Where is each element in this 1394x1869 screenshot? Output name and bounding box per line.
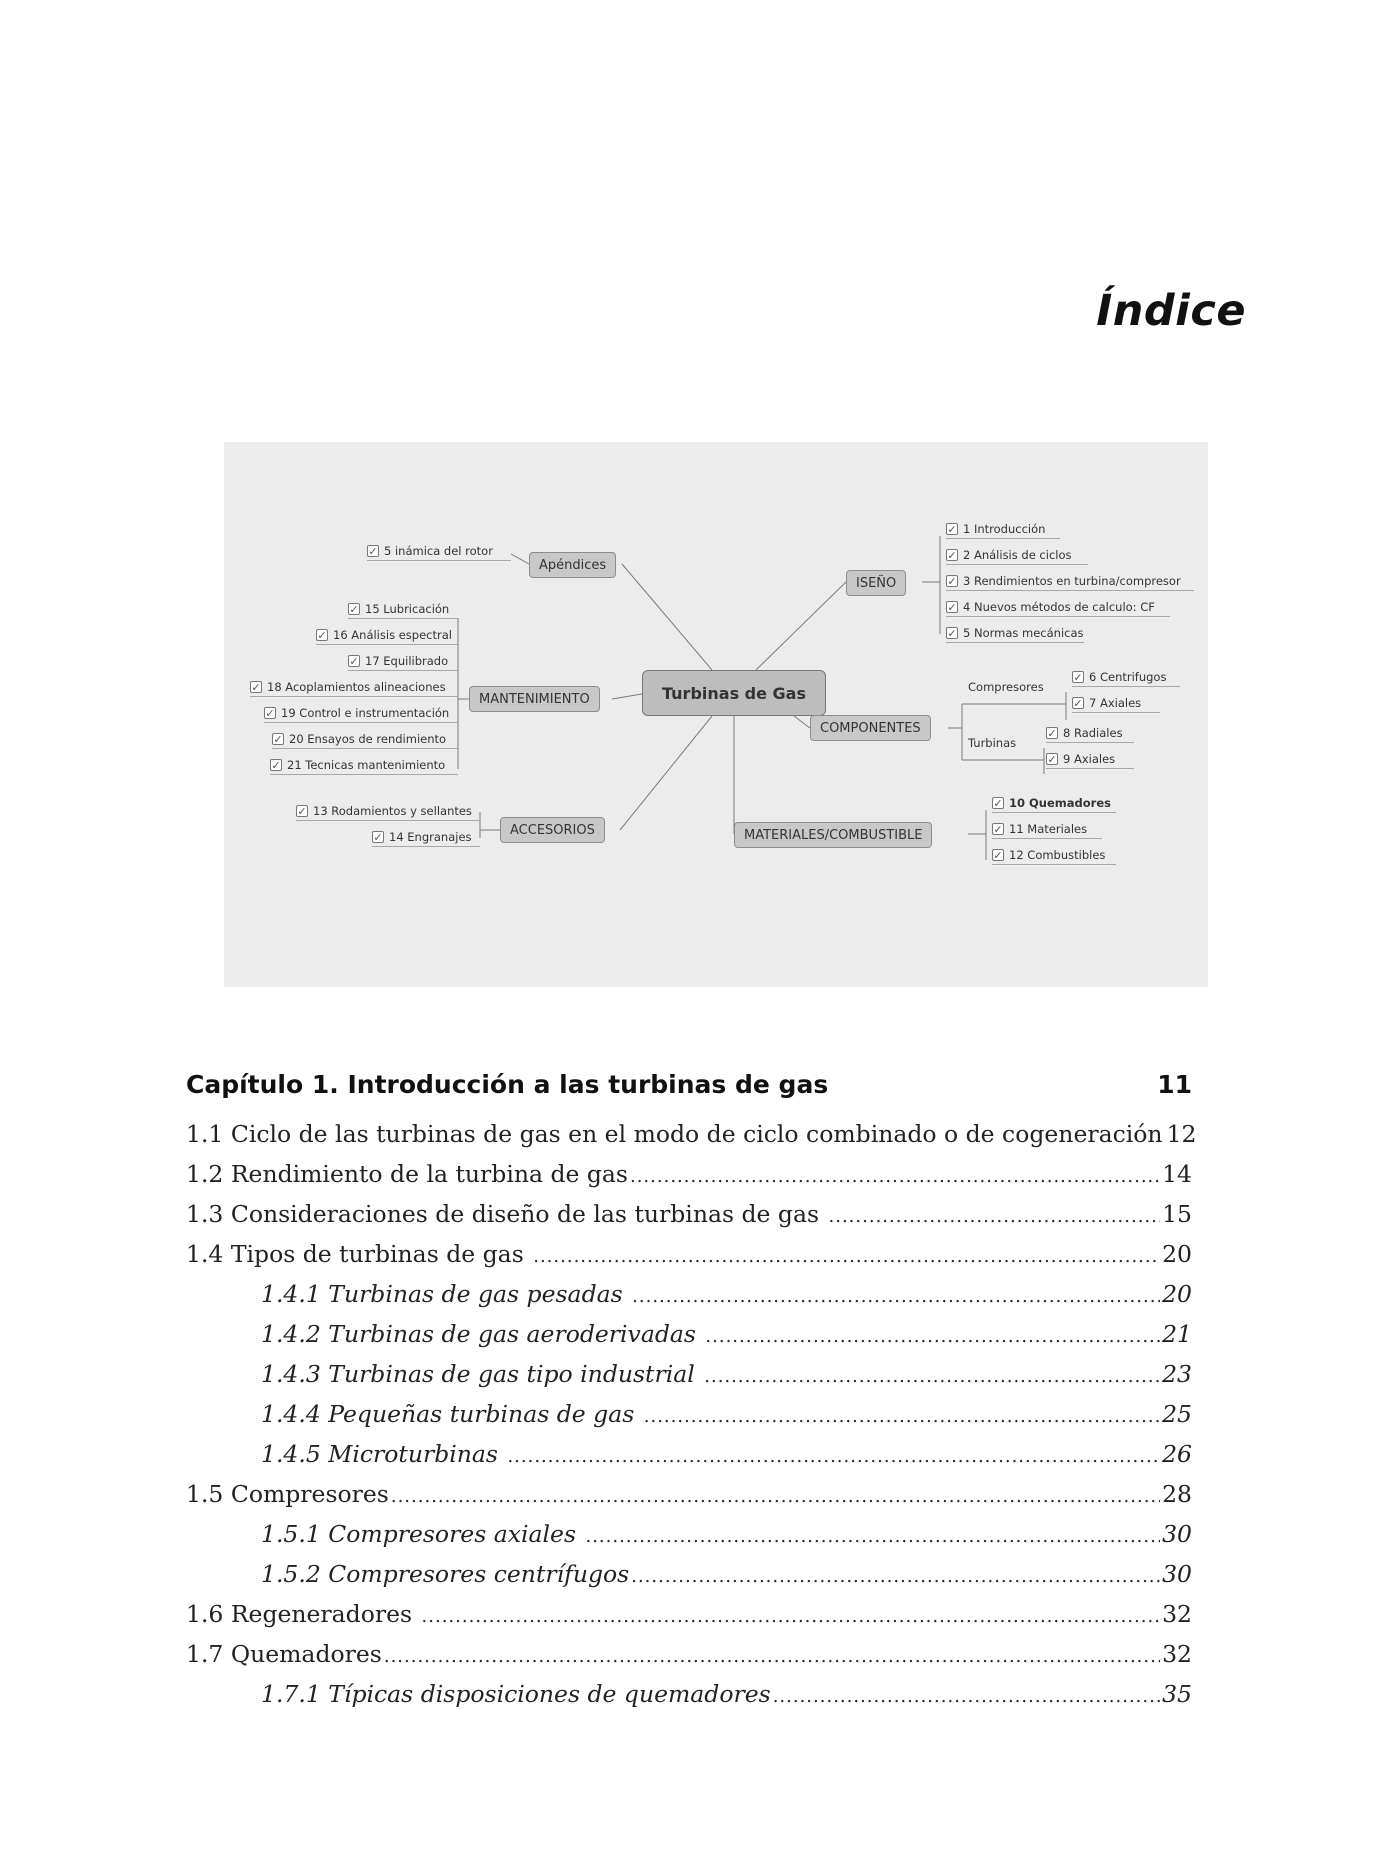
toc-entry-label: 1.6 Regeneradores <box>186 1600 420 1628</box>
toc-entry <box>186 1114 1197 1154</box>
leaf-item: ✓ 20 Ensayos de rendimiento <box>272 730 458 749</box>
toc-entry <box>186 1274 1192 1314</box>
checkbox-icon: ✓ <box>373 831 383 844</box>
leaf-item: ✓ 11 Materiales <box>992 820 1102 839</box>
toc-leader-dots <box>644 1394 1160 1434</box>
checkbox-icon: ✓ <box>1047 727 1057 740</box>
leaf-item: ✓ 5 Normas mecánicas <box>946 624 1084 643</box>
toc-entry <box>186 1194 1192 1234</box>
toc-entry <box>186 1314 1192 1354</box>
toc-entry-label: 1.4 Tipos de turbinas de gas <box>186 1240 532 1268</box>
toc-entry <box>186 1474 1192 1514</box>
mind-map <box>224 442 1208 987</box>
leaf-item: ✓ 1 Introducción <box>946 520 1060 539</box>
toc-entry <box>186 1554 1192 1594</box>
toc-page-number: 30 <box>1162 1520 1192 1548</box>
leaf-item: ✓ 18 Acoplamientos alineaciones <box>250 678 458 697</box>
toc-leader-dots <box>829 1194 1161 1234</box>
toc-page-number: 12 <box>1166 1120 1197 1148</box>
toc-entry-label: 1.2 Rendimiento de la turbina de gas <box>186 1160 628 1188</box>
checkbox-icon: ✓ <box>993 797 1003 810</box>
table-of-contents <box>186 1070 1197 1714</box>
toc-leader-dots <box>630 1154 1160 1194</box>
checkbox-icon: ✓ <box>251 681 261 694</box>
checkbox-icon: ✓ <box>947 549 957 562</box>
toc-page-number: 25 <box>1162 1400 1192 1428</box>
checkbox-icon: ✓ <box>273 733 283 746</box>
toc-leader-dots <box>507 1434 1160 1474</box>
toc-entry <box>186 1634 1192 1674</box>
toc-page-number: 28 <box>1162 1480 1192 1508</box>
toc-page-number: 32 <box>1162 1640 1192 1668</box>
toc-page-number: 21 <box>1162 1320 1192 1348</box>
toc-leader-dots <box>533 1234 1160 1274</box>
leaf-item: ✓ 5 inámica del rotor <box>367 542 511 561</box>
leaf-item: ✓ 13 Rodamientos y sellantes <box>296 802 480 821</box>
checkbox-icon: ✓ <box>317 629 327 642</box>
toc-entry <box>186 1594 1192 1634</box>
toc-page-number: 20 <box>1162 1280 1192 1308</box>
leaf-item: ✓ 12 Combustibles <box>992 846 1116 865</box>
checkbox-icon: ✓ <box>947 575 957 588</box>
toc-entry-label: 1.4.2 Turbinas de gas aeroderivadas <box>261 1320 704 1348</box>
checkbox-icon: ✓ <box>947 627 957 640</box>
toc-page-number: 20 <box>1162 1240 1192 1268</box>
checkbox-icon: ✓ <box>947 601 957 614</box>
leaf-item: ✓ 8 Radiales <box>1046 724 1134 743</box>
toc-entry-label: 1.4.1 Turbinas de gas pesadas <box>261 1280 631 1308</box>
toc-entry <box>186 1434 1192 1474</box>
branch-apendices: Apéndices <box>529 552 616 578</box>
toc-page-number: 32 <box>1162 1600 1192 1628</box>
group-label: Turbinas <box>968 736 1017 750</box>
toc-entry-label: 1.5.2 Compresores centrífugos <box>261 1560 630 1588</box>
toc-entry-label: 1.1 Ciclo de las turbinas de gas en el modo de ciclo combinado o de cogeneración <box>186 1120 1163 1148</box>
checkbox-icon: ✓ <box>947 523 957 536</box>
mind-map-center-node: Turbinas de Gas <box>642 670 826 716</box>
checkbox-icon: ✓ <box>265 707 275 720</box>
checkbox-icon: ✓ <box>349 603 359 616</box>
toc-leader-dots <box>773 1674 1160 1714</box>
toc-page-number: 30 <box>1162 1560 1192 1588</box>
toc-entry <box>186 1154 1192 1194</box>
toc-entry <box>186 1514 1192 1554</box>
checkbox-icon: ✓ <box>349 655 359 668</box>
toc-entry-label: 1.4.3 Turbinas de gas tipo industrial <box>261 1360 703 1388</box>
toc-entry-label: 1.5 Compresores <box>186 1480 389 1508</box>
toc-leader-dots <box>585 1514 1160 1554</box>
leaf-item: ✓ 7 Axiales <box>1072 694 1160 713</box>
checkbox-icon: ✓ <box>993 849 1003 862</box>
checkbox-icon: ✓ <box>1047 753 1057 766</box>
checkbox-icon: ✓ <box>1073 697 1083 710</box>
leaf-item: ✓ 3 Rendimientos en turbina/compresor <box>946 572 1194 591</box>
leaf-item: ✓ 17 Equilibrado <box>348 652 458 671</box>
leaf-item: ✓ 9 Axiales <box>1046 750 1134 769</box>
checkbox-icon: ✓ <box>271 759 281 772</box>
checkbox-icon: ✓ <box>368 545 378 558</box>
toc-entry-label: 1.7.1 Típicas disposiciones de quemadores <box>261 1680 771 1708</box>
leaf-item: ✓ 15 Lubricación <box>348 600 458 619</box>
toc-entry-label: 1.7 Quemadores <box>186 1640 382 1668</box>
toc-leader-dots <box>704 1354 1160 1394</box>
toc-entries <box>186 1114 1197 1714</box>
branch-materiales-combustible: MATERIALES/COMBUSTIBLE <box>734 822 932 848</box>
toc-entry <box>186 1354 1192 1394</box>
group-label: Compresores <box>968 680 1044 694</box>
leaf-item: ✓ 16 Análisis espectral <box>316 626 458 645</box>
toc-page-number: 35 <box>1162 1680 1192 1708</box>
toc-leader-dots <box>705 1314 1160 1354</box>
toc-entry <box>186 1394 1192 1434</box>
toc-entry-label: 1.3 Consideraciones de diseño de las turbinas de gas <box>186 1200 827 1228</box>
chapter-page-number: 11 <box>1157 1070 1192 1099</box>
leaf-item: ✓ 21 Tecnicas mantenimiento <box>270 756 458 775</box>
toc-page-number: 15 <box>1162 1200 1192 1228</box>
checkbox-icon: ✓ <box>297 805 307 818</box>
leaf-item: ✓ 10 Quemadores <box>992 794 1116 813</box>
toc-leader-dots <box>391 1474 1160 1514</box>
toc-entry <box>186 1674 1192 1714</box>
leaf-item: ✓ 2 Análisis de ciclos <box>946 546 1088 565</box>
toc-leader-dots <box>631 1554 1160 1594</box>
branch-mantenimiento: MANTENIMIENTO <box>469 686 600 712</box>
page-title: Índice <box>1096 286 1246 336</box>
toc-entry-label: 1.5.1 Compresores axiales <box>261 1520 584 1548</box>
toc-leader-dots <box>422 1594 1161 1634</box>
toc-page-number: 26 <box>1162 1440 1192 1468</box>
toc-entry <box>186 1234 1192 1274</box>
toc-entry-label: 1.4.5 Microturbinas <box>261 1440 506 1468</box>
branch-accesorios: ACCESORIOS <box>500 817 605 843</box>
toc-entry-label: 1.4.4 Pequeñas turbinas de gas <box>261 1400 642 1428</box>
leaf-item: ✓ 4 Nuevos métodos de calculo: CF <box>946 598 1170 617</box>
checkbox-icon: ✓ <box>993 823 1003 836</box>
leaf-item: ✓ 6 Centrifugos <box>1072 668 1180 687</box>
toc-leader-dots <box>384 1634 1160 1674</box>
leaf-item: ✓ 19 Control e instrumentación <box>264 704 458 723</box>
chapter-title: Capítulo 1. Introducción a las turbinas de gas <box>186 1070 829 1099</box>
chapter-heading <box>186 1070 1192 1114</box>
branch-componentes: COMPONENTES <box>810 715 931 741</box>
toc-leader-dots <box>632 1274 1160 1314</box>
checkbox-icon: ✓ <box>1073 671 1083 684</box>
toc-page-number: 14 <box>1162 1160 1192 1188</box>
leaf-item: ✓ 14 Engranajes <box>372 828 480 847</box>
branch-iseno: ISEÑO <box>846 570 906 596</box>
toc-page-number: 23 <box>1162 1360 1192 1388</box>
